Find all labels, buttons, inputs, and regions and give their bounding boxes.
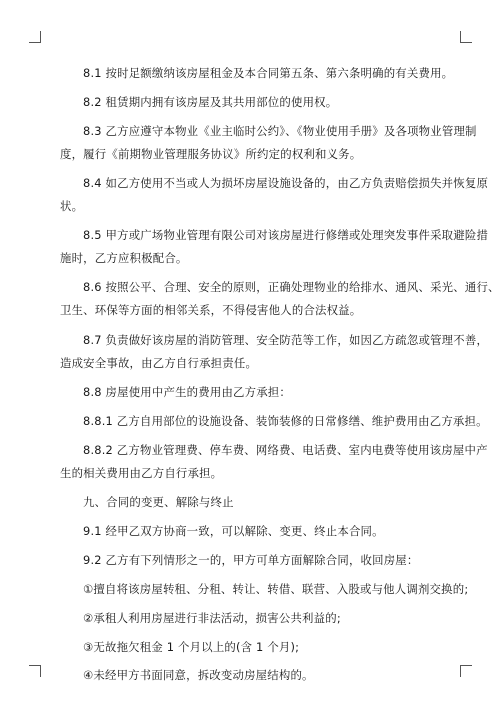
list-item-2-text: ②承租人利用房屋进行非法活动，损害公共利益的; (83, 611, 341, 625)
clause-8-8-line-1: 8.8 房屋使用中产生的费用由乙方承担： (83, 385, 291, 399)
section-9-heading (60, 491, 444, 514)
clause-8-5-line-1: 8.5 甲方或广场物业管理有限公司对该房屋进行修缮或处理突发事件采取避险措 (83, 228, 489, 242)
crop-mark-top-right (460, 31, 472, 43)
crop-mark-bottom-left (29, 665, 41, 677)
crop-mark-top-left (29, 31, 41, 43)
list-item-4 (60, 664, 444, 687)
list-item-2 (60, 607, 444, 630)
clause-8-3-line-1: 8.3 乙方应遵守本物业《业主临时公约》、《物业使用手册》及各项物业管理制 (83, 124, 477, 138)
clause-8-7 (60, 329, 489, 375)
clause-8-1 (60, 62, 454, 85)
section-9-heading-text: 九、合同的变更、解除与终止 (83, 495, 234, 509)
clause-8-4-line-2: 状。 (60, 199, 84, 213)
clause-8-1-line-1: 8.1 按时足额缴纳该房屋租金及本合同第五条、第六条明确的有关费用。 (83, 66, 454, 80)
list-item-1 (60, 578, 469, 601)
clause-8-6-line-1: 8.6 按照公平、合理、安全的原则，正确处理物业的给排水、通风、采光、通行、 (83, 280, 500, 294)
clause-8-3-line-2: 度，履行《前期物业管理服务协议》所约定的权利和义务。 (60, 147, 362, 161)
clause-8-4 (60, 172, 489, 218)
clause-8-5-line-2: 施时，乙方应积极配合。 (60, 251, 188, 265)
clause-8-8 (60, 381, 444, 404)
clause-8-3 (60, 120, 477, 166)
clause-9-2 (60, 549, 444, 572)
clause-8-8-2-line-2: 生的相关费用由乙方自行承担。 (60, 466, 223, 480)
clause-8-7-line-2: 造成安全事故，由乙方自行承担责任。 (60, 356, 258, 370)
list-item-4-text: ④未经甲方书面同意，拆改变动房屋结构的。 (83, 668, 314, 682)
list-item-3 (60, 636, 444, 659)
clause-8-6-line-2: 卫生、环保等方面的相邻关系，不得侵害他人的合法权益。 (60, 303, 362, 317)
list-item-3-text: ③无故拖欠租金 1 个月以上的(含 1 个月); (83, 640, 300, 654)
clause-8-2-line-1: 8.2 租赁期内拥有该房屋及其共用部位的使用权。 (83, 95, 338, 109)
clause-8-5 (60, 224, 489, 270)
clause-8-2 (60, 91, 444, 114)
crop-mark-bottom-right (460, 665, 472, 677)
clause-8-8-2 (60, 439, 488, 485)
clause-9-1 (60, 520, 444, 543)
clause-9-2-line-1: 9.2 乙方有下列情形之一的，甲方可单方面解除合同，收回房屋： (83, 553, 419, 567)
clause-8-7-line-1: 8.7 负责做好该房屋的消防管理、安全防范等工作，如因乙方疏忽或管理不善， (83, 333, 489, 347)
clause-8-8-1-line-1: 8.8.1 乙方自用部位的设施设备、装饰装修的日常修缮、维护费用由乙方承担。 (83, 414, 488, 428)
clause-9-1-line-1: 9.1 经甲乙双方协商一致，可以解除、变更、终止本合同。 (83, 524, 384, 538)
clause-8-8-2-line-1: 8.8.2 乙方物业管理费、停车费、网络费、电话费、室内电费等使用该房屋中产 (83, 443, 488, 457)
clause-8-6 (60, 276, 500, 322)
list-item-1-text: ①擅自将该房屋转租、分租、转让、转借、联营、入股或与他人调剂交换的; (83, 582, 469, 596)
clause-8-8-1 (60, 410, 488, 433)
clause-8-4-line-1: 8.4 如乙方使用不当或人为损坏房屋设施设备的，由乙方负责赔偿损失并恢复原 (83, 176, 489, 190)
